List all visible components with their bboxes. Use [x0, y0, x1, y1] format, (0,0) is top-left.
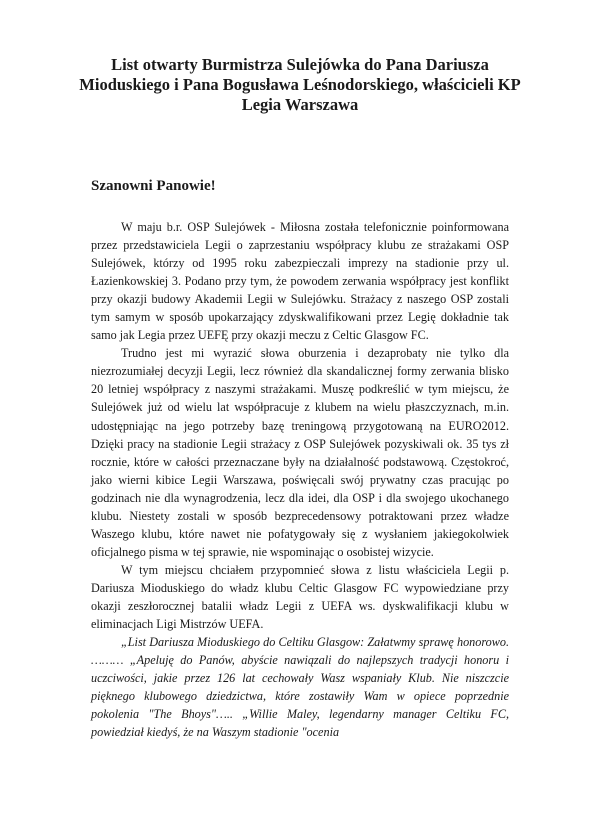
quoted-letter: „List Dariusza Mioduskiego do Celtiku Glasgow: Załatwmy sprawę honorowo. ……… „Apeluję do Panów, abyście nawiązali do najlepszych tradycji honoru i uczciwości, jakie przez 126 lat cechowały Wasz wspaniały Klub. Nie niszczcie pięknego klubowego dziedzictwa, które zostawiły Wam w opiece poprzednie pokolenia "The Bhoys"….. „Willie Maley, legendarny manager Celtiku FC, powiedział kiedyś, że na Waszym stadionie "ocenia [91, 635, 509, 740]
title-line: Legia Warszawa [241, 95, 359, 114]
letter-body [91, 218, 509, 741]
paragraph: W maju b.r. OSP Sulejówek - Miłosna została telefonicznie poinformowana przez przedstawiciela Legii o zaprzestaniu współpracy klubu ze strażakami OSP Sulejówek, którzy od 1995 roku zabezpieczali imprezy na stadionie przy ul. Łazienkowskiej 3. Podano przy tym, że powodem zerwania współpracy jest konflikt przy okazji budowy Akademii Legii w Sulejówku. Strażacy z naszego OSP zostali tym samym w sposób upokarzający zdyskwalifikowani przez Legię dokładnie tak samo jak Legia przez UEFĘ przy okazji meczu z Celtic Glasgow FC. [91, 220, 509, 343]
paragraph: W tym miejscu chciałem przypomnieć słowa z listu właściciela Legii p. Dariusza Mioduskiego do władz klubu Celtic Glasgow FC wypowiedziane przy okazji zeszłorocznej batalii władz Legii z UEFA ws. dyskwalifikacji klubu w eliminacjach Ligi Mistrzów UEFA. [91, 562, 509, 632]
salutation: Szanowni Panowie! [91, 178, 216, 194]
paragraph: Trudno jest mi wyrazić słowa oburzenia i dezaprobaty nie tylko dla niezrozumiałej decyzji Legii, lecz również dla skandalicznej formy zerwania blisko 20 letniej współpracy z naszymi strażakami. Muszę podkreślić w tym miejscu, że Sulejówek już od wielu lat współpracuje z klubem na wielu płaszczyznach, m.in. udostępniając na jego potrzeby bazę treningową przygotowaną na EURO2012. Dzięki pracy na stadionie Legii strażacy z OSP Sulejówek pozyskiwali ok. 35 tys zł rocznie, które w całości przeznaczane były na działalność podstawową. Częstokroć, jako wierni kibice Legii Warszawa, poświęcali swój prywatny czas pracując po godzinach nie dla wynagrodzenia, lecz dla idei, dla OSP i dla swojego ukochanego klubu. Niestety zostali w sposób bezprecedensowy potraktowani przez władze Waszego klubu, które nawet nie pofatygowały się z wysłaniem jakiegokolwiek oficjalnego pisma w tej sprawie, nie wspominając o osobistej wizycie. [91, 346, 509, 559]
title-line: Mioduskiego i Pana Bogusława Leśnodorskiego, właścicieli KP [79, 75, 521, 94]
title-line: List otwarty Burmistrza Sulejówka do Pana Dariusza [111, 55, 489, 74]
letter-title [60, 55, 540, 115]
